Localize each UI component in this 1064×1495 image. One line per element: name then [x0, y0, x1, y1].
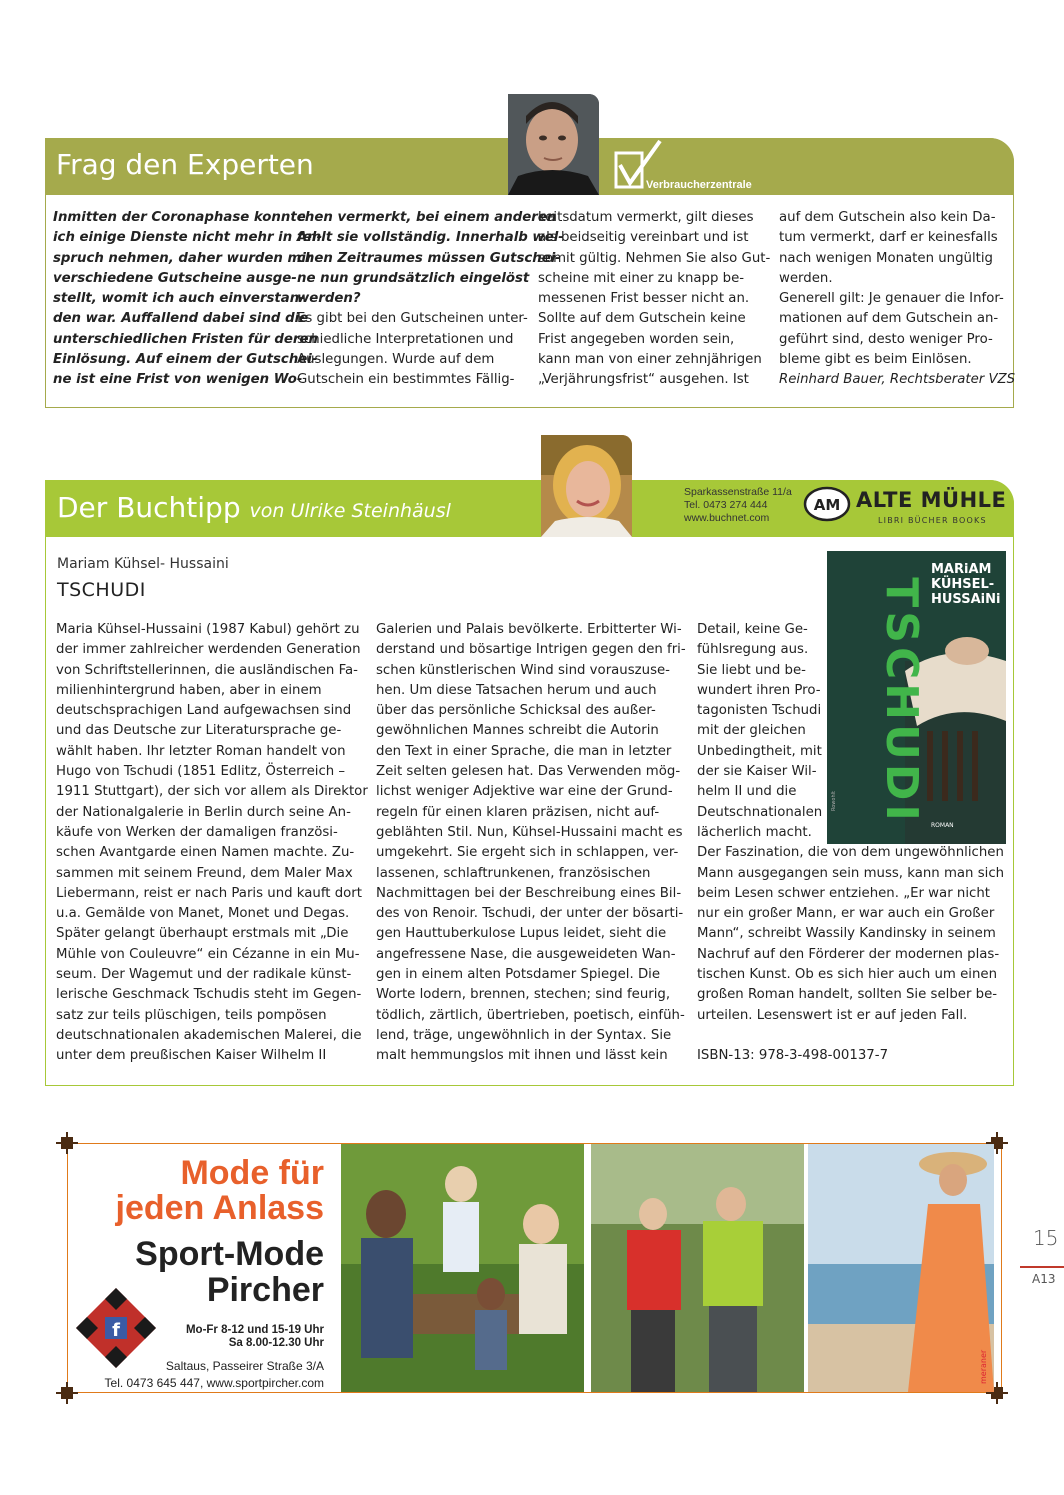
svg-text:AM: AM — [813, 496, 841, 514]
svg-text:ROMAN: ROMAN — [931, 822, 954, 829]
ad-photo-hikers — [591, 1144, 804, 1392]
book-col1: Maria Kühsel-Hussaini (1987 Kabul) gehört zu der immer zahlreicher werdenden Generation von Schriftstellerinnen, die ausländischen Fa- milienhintergrund haben, aber in einem deutschsprachigen Land aufgewachsen sind und das Deutsche zur Literatursprache ge- wählt haben. Ihr letzter Roman handelt von Hugo von Tschudi (1851 Edlitz, Österreich – 1911 Stuttgart), der sich vor allem als Direktor der Nationalgalerie in Berlin durch seine An- käufe von Werken der damaligen französi- schen Avantgarde einen Namen machte. Zu- sammen mit seinem Freund, dem Maler Max Liebermann, reist er nach Paris und kauft dort u.a. Gemälde von Manet, Monet und Degas. Später gelangt überhaupt erstmals mit „Die Mühle von Couleuvre“ ein Cézanne in ein Mu- seum. Der Wagemut und der radikale künst- lerische Geschmack Tschudis steht im Gegen- satz zur teils plüschigen, teils pompösen deutschnationalen akademischen Malerei, die unter dem preußischen Kaiser Wilhelm II — [56, 622, 368, 1064]
ad-photo-beach-dress — [808, 1144, 994, 1392]
expert-col2: chen vermerkt, bei einem anderen fehlt sie vollständig. Innerhalb wel- chen Zeitraumes müssen Gutschei- ne nun grundsätzlich eingelöst werden? Es gibt bei den Gutscheinen unter- schiedliche Interpretationen und Auslegungen. Wurde auf dem Gutschein ein bestimmtes Fällig- — [297, 210, 564, 388]
verbraucherzentrale-label: Verbraucherzentrale — [646, 179, 752, 191]
photo-credit: meraner — [979, 1349, 988, 1384]
expert-col4: auf dem Gutschein also kein Da- tum vermerkt, darf er keinesfalls nach wenigen Monaten ungültig werden. Generell gilt: Je genauer die Infor- mationen auf dem Gutschein an- geführt sind, desto weniger Pro- bleme gibt es beim Einlösen. Reinhard Bauer, Rechtsberater VZS — [779, 208, 1007, 391]
alte-muehle-logo-icon — [802, 486, 852, 522]
ad-address: Saltaus, Passeirer Straße 3/A Tel. 0473 645 447, www.sportpircher.com — [80, 1358, 324, 1392]
expert-col3: keitsdatum vermerkt, gilt dieses als beidseitig vereinbart und ist somit gültig. Nehmen Sie also Gut- scheine mit einer zu knapp be- messenen Frist besser nicht an. Sollte auf dem Gutschein keine Frist angegeben worden sein, kann man von einer zehnjährigen „Verjährungsfrist“ ausgehen. Ist — [538, 210, 771, 388]
ad-headline: Mode für jeden Anlass — [115, 1154, 324, 1227]
book-isbn: ISBN-13: 978-3-498-00137-7 — [697, 1048, 889, 1064]
page-number: 15 — [1033, 1226, 1059, 1250]
page-code: A13 — [1032, 1272, 1056, 1286]
svg-text:TSCHUDI: TSCHUDI — [876, 577, 927, 825]
book-title: TSCHUDI — [57, 579, 146, 601]
expert-signature: Reinhard Bauer, Rechtsberater VZS — [779, 372, 1016, 388]
book-author: Mariam Kühsel- Hussaini — [57, 556, 229, 572]
bookshop-address: Sparkassenstraße 11/a Tel. 0473 274 444 www.buchnet.com — [684, 486, 792, 524]
crop-mark — [56, 1132, 78, 1154]
svg-text:HUSSAiNi: HUSSAiNi — [931, 592, 1001, 607]
ad-photo-family — [341, 1144, 584, 1392]
facebook-icon[interactable] — [75, 1287, 157, 1369]
svg-text:Rowohlt: Rowohlt — [831, 791, 837, 811]
svg-text:f: f — [112, 1320, 120, 1341]
reviewer-portrait-photo — [541, 435, 632, 537]
book-reviewer: von Ulrike Steinhäusl — [249, 500, 451, 522]
page-number-divider — [1020, 1266, 1064, 1268]
crop-mark — [56, 1382, 78, 1404]
book-col2: Galerien und Palais bevölkerte. Erbitterter Wi- derstand und bösartige Intrigen gegen den fri- schen künstlerischen Wind sind vorauszuse- hen. Um diese Tatsachen herum und auch über das persönliche Schicksal des außer- gewöhnlichen Mannes schreibt die Autorin den Text in einer Sprache, die man in letzter Zeit selten gelesen hat. Das Verwenden mög- lichst weniger Adjektive war eine der Grund- regeln für einen klaren präzisen, nicht auf- geblähten Stil. Nun, Kühsel-Hussaini macht es umgekehrt. Sie ergeht sich in schlappen, ver- lassenen, schlaftrunkenen, französischen Nachmittagen bei der Beschreibung eines Bil- des von Renoir. Tschudi, der unter der bösarti- gen Hauttuberkulose Lupus leidet, sieht die angefressene Nase, die ausgeweideten Wan- gen in einem alten Potsdamer Spiegel. Die Worte lodern, brennen, stechen; sind feurig, tödlich, zärtlich, übertrieben, poetisch, einfüh- lend, träge, ungewöhnlich in der Syntax. Sie malt hemmungslos mit ihnen und lässt kein — [376, 622, 686, 1064]
book-section-title: Der Buchtipp von Ulrike Steinhäusl — [57, 491, 451, 524]
book-col3: Detail, keine Ge- fühlsregung aus. Sie liebt und be- wundert ihren Pro- tagonisten Tschudi mit der gleichen Unbedingtheit, mit der sie Kaiser Wil- helm II und die Deutschnationalen lächerlich macht. Der Faszination, die von dem ungewöhnlichen Mann ausgegangen sein muss, kann man sich beim Lesen schwer entziehen. „Er war nicht nur ein großer Mann, er war auch ein Großer Mann“, schreibt Wassily Kandinsky in seinem Nachruf auf den Förderer der modernen plas- tischen Kunst. Ob es sich hier auch um einen großen Roman handelt, sollten Sie selber be- urteilen. Lesenswert ist er auf jeden Fall. ISBN-13: 978-3-498-00137-7 — [697, 620, 1007, 1067]
ad-contact: Tel. 0473 645 447, www.sportpircher.com — [104, 1376, 324, 1390]
ad-shop-name: Sport-Mode Pircher — [135, 1235, 324, 1309]
expert-question-col1: Inmitten der Coronaphase konnte ich einige Dienste nicht mehr in An- spruch nehmen, daher wurden mir verschiedene Gutscheine ausge- stellt, womit ich auch einverstan- den war. Auffallend dabei sind die unterschiedlichen Fristen für deren Einlösung. Auf einem der Gutschei- ne ist eine Frist von wenigen Wo- — [53, 210, 323, 388]
bookshop-subtitle: LIBRI BÜCHER BOOKS — [878, 516, 987, 525]
ad-opening-hours: Mo-Fr 8-12 und 15-19 Uhr Sa 8.00-12.30 Uhr — [185, 1324, 324, 1349]
svg-text:KÜHSEL-: KÜHSEL- — [931, 577, 995, 592]
expert-title: Frag den Experten — [56, 148, 314, 181]
svg-text:MARiAM: MARiAM — [931, 562, 992, 577]
bookshop-name: ALTE MÜHLE — [856, 488, 1007, 512]
expert-portrait-photo — [508, 94, 599, 195]
